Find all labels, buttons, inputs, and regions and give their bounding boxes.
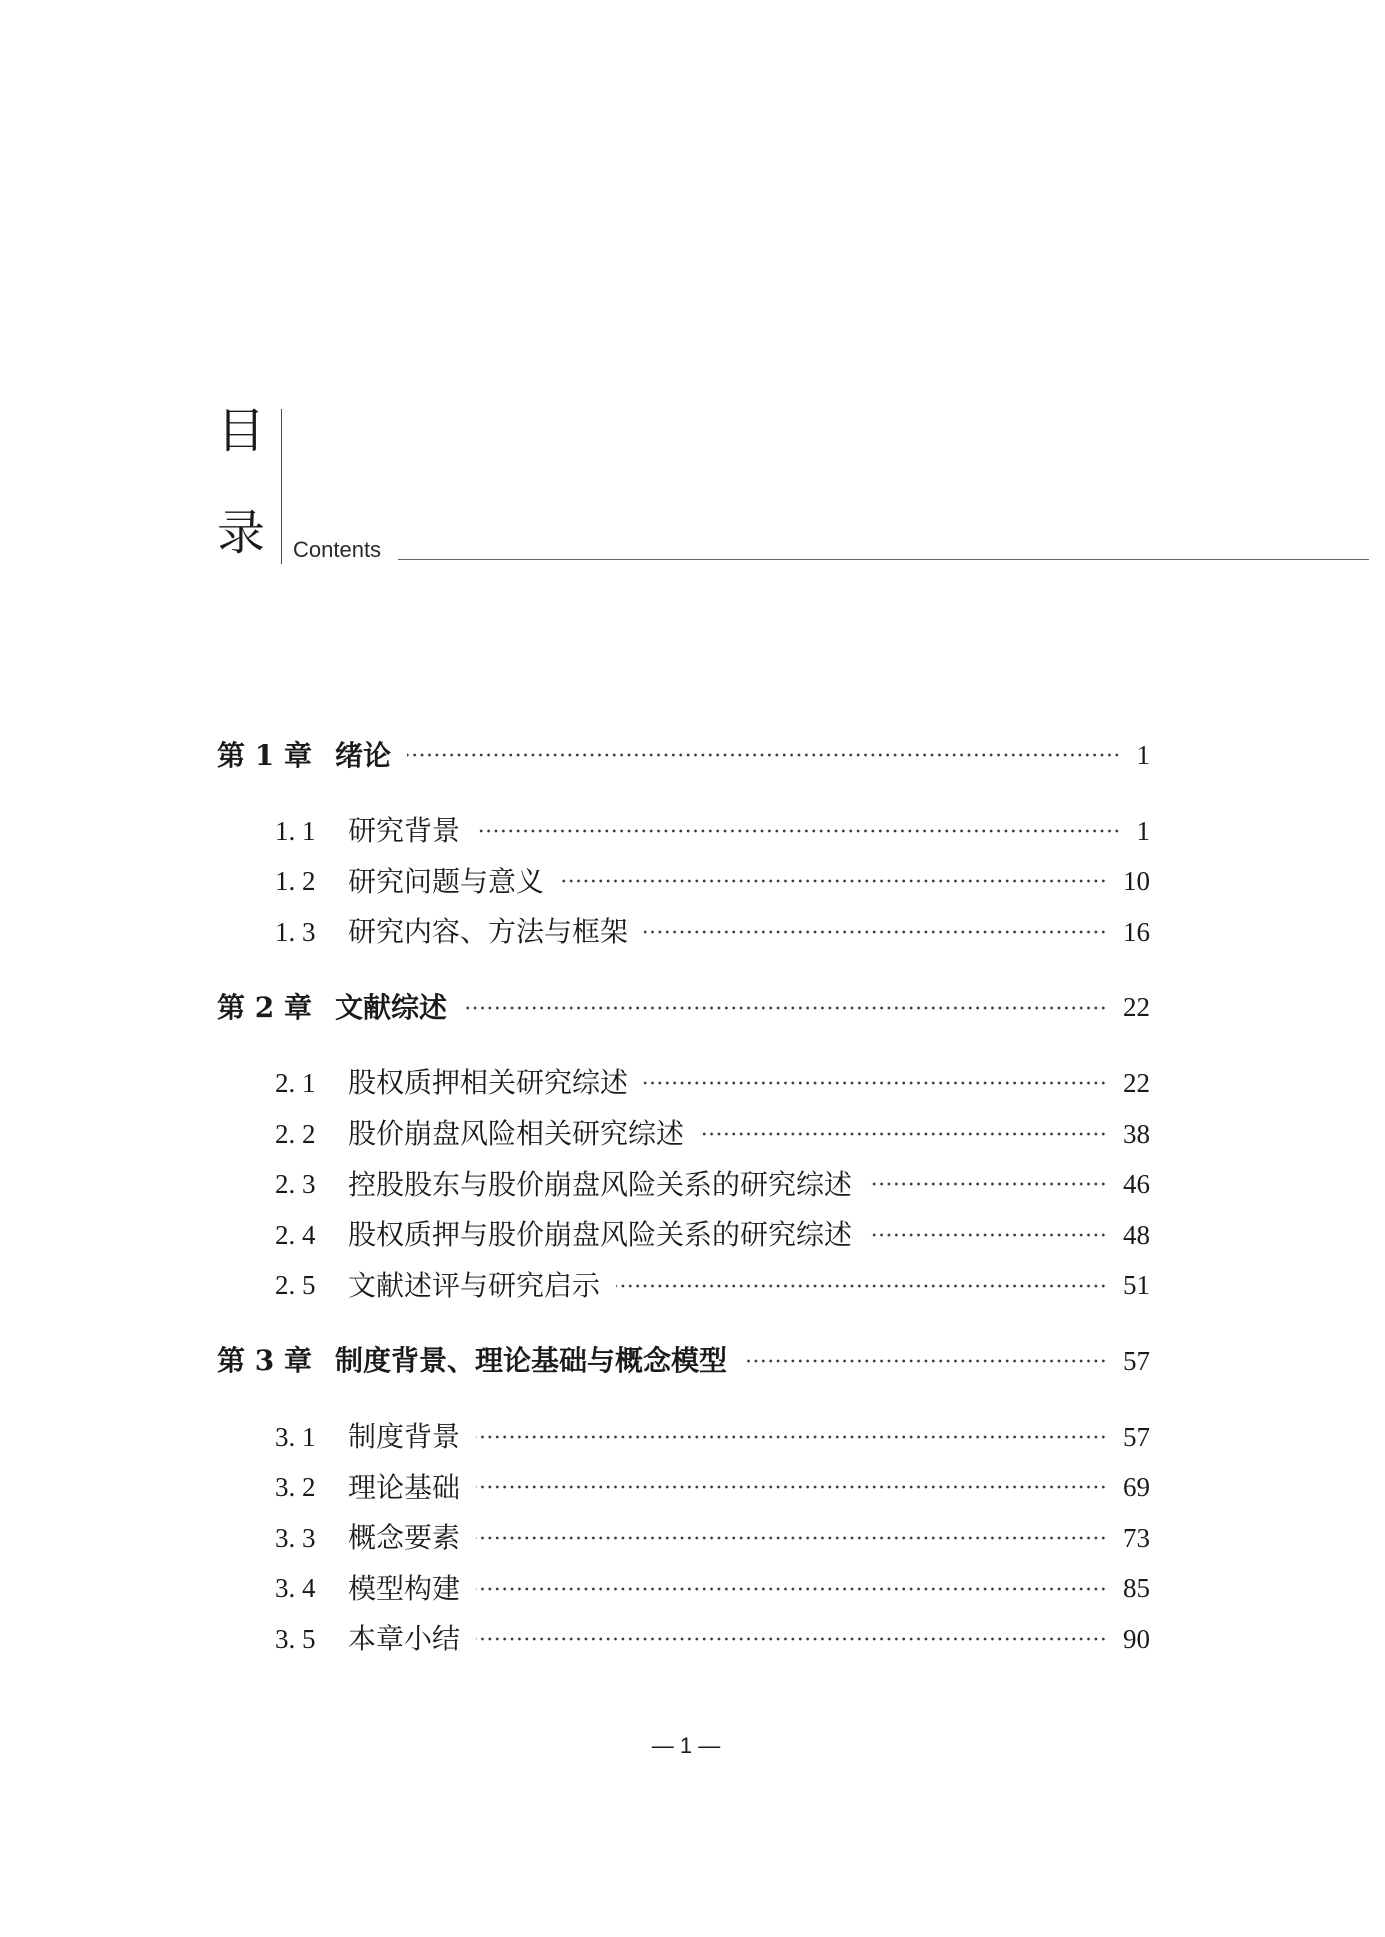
section-number: 3. 1 xyxy=(275,1421,316,1452)
chapter-page-number: 57 xyxy=(1123,1346,1150,1377)
toc-section-row xyxy=(0,1563,1150,1614)
toc-chapter-row xyxy=(0,730,1150,781)
section-page-number: 73 xyxy=(1123,1522,1150,1553)
toc-section-row xyxy=(0,907,1150,958)
toc-section-row xyxy=(0,856,1150,907)
section-page-number: 1 xyxy=(1136,815,1150,846)
chapter-label: 第 3 章 xyxy=(217,1344,312,1378)
section-title: 理论基础 xyxy=(348,1470,461,1504)
dot-leader xyxy=(476,1637,1107,1641)
section-page-number: 16 xyxy=(1123,916,1150,947)
section-number: 2. 3 xyxy=(275,1169,316,1200)
section-number: 3. 3 xyxy=(275,1522,316,1553)
dot-leader xyxy=(476,1435,1107,1439)
section-number: 1. 1 xyxy=(275,815,316,846)
section-title: 研究问题与意义 xyxy=(348,864,545,898)
toc-section-row xyxy=(0,1058,1150,1109)
toc-section-row xyxy=(0,1109,1150,1160)
toc-section-row xyxy=(0,1210,1150,1261)
section-number: 2. 4 xyxy=(275,1219,316,1250)
chapter-label: 第 2 章 xyxy=(217,990,312,1024)
toc-chapter-row xyxy=(0,1336,1150,1387)
section-page-number: 51 xyxy=(1123,1270,1150,1301)
toc-section-row xyxy=(0,1159,1150,1210)
section-number: 1. 3 xyxy=(275,916,316,947)
section-page-number: 10 xyxy=(1123,866,1150,897)
section-page-number: 46 xyxy=(1123,1169,1150,1200)
dot-leader xyxy=(476,1536,1107,1540)
toc-chapter-row xyxy=(0,982,1150,1033)
dot-leader xyxy=(476,829,1120,833)
toc-section-row xyxy=(0,1513,1150,1564)
chapter-label: 第 1 章 xyxy=(217,738,312,772)
chapter-page-number: 1 xyxy=(1136,740,1150,771)
toc-section-row xyxy=(0,1260,1150,1311)
section-title: 文献述评与研究启示 xyxy=(348,1268,601,1302)
contents-label: Contents xyxy=(293,537,382,562)
section-title: 模型构建 xyxy=(348,1571,461,1605)
toc-heading-char-mu: 目 xyxy=(217,403,266,459)
dot-leader xyxy=(560,879,1107,883)
section-title: 股价崩盘风险相关研究综述 xyxy=(348,1117,685,1151)
dot-leader xyxy=(644,1081,1107,1085)
dot-leader xyxy=(476,1587,1107,1591)
dot-leader xyxy=(476,1485,1107,1489)
dot-leader xyxy=(407,753,1120,757)
section-page-number: 85 xyxy=(1123,1573,1150,1604)
heading-divider-vertical xyxy=(281,409,282,564)
toc-section-row xyxy=(0,1412,1150,1463)
section-title: 股权质押与股价崩盘风险关系的研究综述 xyxy=(348,1218,853,1252)
section-page-number: 38 xyxy=(1123,1118,1150,1149)
section-number: 2. 5 xyxy=(275,1270,316,1301)
toc-section-row xyxy=(0,806,1150,857)
dot-leader xyxy=(743,1359,1107,1363)
dot-leader xyxy=(868,1182,1107,1186)
section-number: 1. 2 xyxy=(275,866,316,897)
toc-heading-char-lu: 录 xyxy=(217,505,266,561)
section-title: 控股股东与股价崩盘风险关系的研究综述 xyxy=(348,1167,853,1201)
page-number-footer: — 1 — xyxy=(651,1733,721,1758)
dot-leader xyxy=(616,1284,1107,1288)
section-title: 制度背景 xyxy=(348,1420,461,1454)
section-title: 本章小结 xyxy=(348,1622,461,1656)
dot-leader xyxy=(868,1233,1107,1237)
section-number: 3. 2 xyxy=(275,1472,316,1503)
section-title: 研究内容、方法与框架 xyxy=(348,915,629,949)
section-page-number: 57 xyxy=(1123,1421,1150,1452)
section-page-number: 48 xyxy=(1123,1219,1150,1250)
section-number: 3. 4 xyxy=(275,1573,316,1604)
section-page-number: 90 xyxy=(1123,1624,1150,1654)
heading-rule-horizontal xyxy=(398,559,1369,560)
toc-section-row xyxy=(0,1614,1150,1665)
chapter-title: 绪论 xyxy=(335,738,392,772)
section-title: 股权质押相关研究综述 xyxy=(348,1066,629,1100)
section-number: 2. 2 xyxy=(275,1118,316,1149)
dot-leader xyxy=(644,930,1107,934)
chapter-page-number: 22 xyxy=(1123,992,1150,1023)
section-page-number: 22 xyxy=(1123,1068,1150,1099)
chapter-title: 制度背景、理论基础与概念模型 xyxy=(335,1344,728,1378)
section-number: 3. 5 xyxy=(275,1624,316,1654)
chapter-title: 文献综述 xyxy=(335,990,448,1024)
dot-leader xyxy=(700,1132,1107,1136)
section-title: 概念要素 xyxy=(348,1521,461,1555)
dot-leader xyxy=(463,1006,1107,1010)
table-of-contents xyxy=(0,730,1385,1665)
toc-section-row xyxy=(0,1462,1150,1513)
section-page-number: 69 xyxy=(1123,1472,1150,1503)
section-number: 2. 1 xyxy=(275,1068,316,1099)
section-title: 研究背景 xyxy=(348,814,461,848)
